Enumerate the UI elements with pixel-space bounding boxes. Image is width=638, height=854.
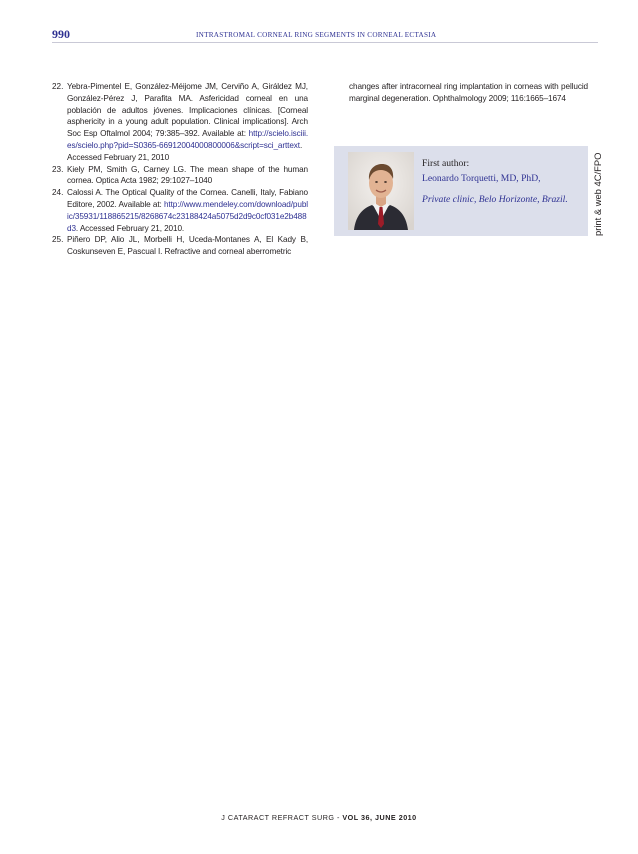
references-column-right	[334, 81, 588, 105]
author-portrait-image	[348, 152, 414, 230]
reference-text: Yebra-Pimentel E, González-Méijome JM, Cerviño A, Giráldez MJ, González-Pérez J, Parafita MA. Asfericidad corneal en una población de adultos jóvenes. Implicaciones clínicas. [Corneal asphericity in a young adult population. Clinical implications]. Arch Soc Esp Oftalmol 2004; 79:385–392. Available at: http://scielo.isciii.es/scielo.php?pid=S0365-66912004000800006&script=sci_arttext. Accessed February 21, 2010	[67, 82, 308, 162]
reference-number: 22.	[52, 82, 64, 91]
reference-item	[52, 187, 308, 234]
page-footer	[0, 813, 638, 822]
journal-volume: VOL 36, JUNE 2010	[342, 813, 417, 822]
header-rule	[52, 42, 598, 43]
reference-text: changes after intracorneal ring implantation in corneas with pellucid marginal degeneration. Ophthalmology 2009; 116:1665–1674	[349, 82, 588, 103]
reference-text: Kiely PM, Smith G, Carney LG. The mean shape of the human cornea. Optica Acta 1982; 29:1027–1040	[67, 164, 308, 186]
running-title: INTRASTROMAL CORNEAL RING SEGMENTS IN CORNEAL ECTASIA	[196, 31, 437, 39]
page-header	[0, 0, 638, 44]
first-author-box	[334, 146, 588, 236]
reference-item	[52, 164, 308, 188]
first-author-label: First author:	[422, 158, 470, 169]
reference-item	[52, 234, 308, 258]
print-web-note: print & web 4C/FPO	[592, 152, 603, 236]
footer-separator: -	[334, 813, 343, 822]
reference-number: 25.	[52, 235, 64, 245]
reference-continuation	[334, 81, 588, 105]
reference-link[interactable]: http://scielo.isciii.es/scielo.php?pid=S0365-66912004000800006&script=sci_arttext	[67, 129, 308, 150]
author-photo	[348, 152, 414, 230]
author-name: Leonardo Torquetti, MD, PhD,	[422, 173, 541, 184]
journal-name: J CATARACT REFRACT SURG	[221, 813, 335, 822]
reference-item	[52, 81, 308, 164]
author-affiliation: Private clinic, Belo Horizonte, Brazil.	[422, 194, 568, 205]
reference-text: Calossi A. The Optical Quality of the Cornea. Canelli, Italy, Fabiano Editore, 2002. Available at: http://www.mendeley.com/download/public/35931/118865215/8268674c23188424a5075d2d9c0cf031e2b488d3. Accessed February 21, 2010.	[67, 188, 308, 233]
references-column-left	[52, 81, 308, 258]
reference-link[interactable]: http://www.mendeley.com/download/public/35931/118865215/8268674c23188424a5075d2d9c0cf031e2b488d3	[67, 199, 308, 233]
reference-text: Piñero DP, Alio JL, Morbelli H, Uceda-Montanes A, El Kady B, Coskunseven E, Pascual I. Refractive and corneal aberrometric	[67, 235, 308, 257]
reference-number: 23.	[52, 164, 64, 174]
author-info	[422, 156, 588, 207]
reference-number: 24.	[52, 188, 64, 198]
page-number: 990	[52, 27, 70, 41]
